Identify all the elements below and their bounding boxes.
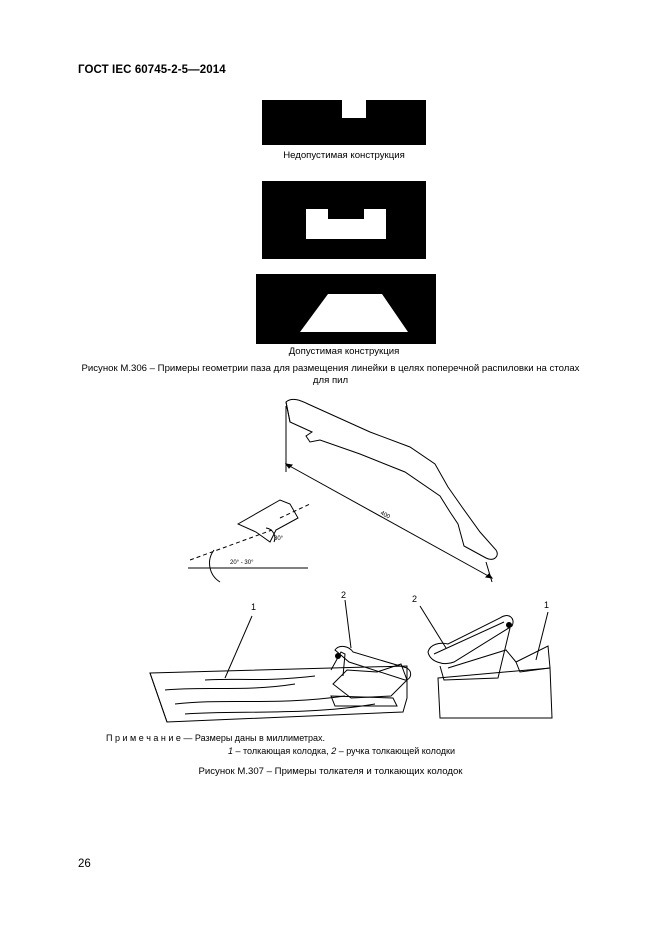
pusher-stick-drawing [180, 392, 520, 592]
note-text: — Размеры даны в миллиметрах. [180, 733, 326, 743]
label-invalid-construction: Недопустимая конструкция [283, 150, 405, 161]
slot-valid-diagram-dovetail [256, 274, 436, 344]
figure-306-caption-line2: для пил [312, 375, 349, 386]
push-block-on-board-drawing [145, 590, 420, 730]
note-prefix: П р и м е ч а н и е [106, 733, 181, 743]
label-valid-construction: Допустимая конструкция [288, 346, 400, 357]
callout-2-right: 2 [412, 594, 418, 604]
figure-306-caption-line1: Рисунок М.306 – Примеры геометрии паза для размещения линейки в целях поперечной распиловки на столах [81, 363, 580, 374]
figure-307-legend [228, 746, 455, 756]
document-header: ГОСТ IEC 60745-2-5—2014 [78, 64, 226, 76]
slot-invalid-diagram [262, 100, 426, 150]
dimension-400: 400 [379, 510, 391, 521]
figure-307-note [106, 733, 325, 743]
callout-1-left: 1 [251, 602, 257, 612]
legend-2-number: 2 [331, 746, 337, 756]
callout-2-left: 2 [341, 590, 347, 600]
figure-306-caption [70, 363, 591, 387]
legend-1-number: 1 [228, 746, 234, 756]
page-number: 26 [78, 858, 91, 870]
figure-307-caption: Рисунок М.307 – Примеры толкателя и толкающих колодок [198, 766, 463, 777]
slot-valid-diagram-rect [262, 181, 426, 259]
legend-1-text: – толкающая колодка, [233, 746, 332, 756]
legend-2-text: – ручка толкающей колодки [336, 746, 455, 756]
push-block-standalone-drawing [412, 594, 570, 724]
dimension-angle-20-30: 20° - 30° [230, 560, 254, 566]
dimension-angle-30: 30° [274, 536, 284, 542]
callout-1-right: 1 [544, 600, 550, 610]
